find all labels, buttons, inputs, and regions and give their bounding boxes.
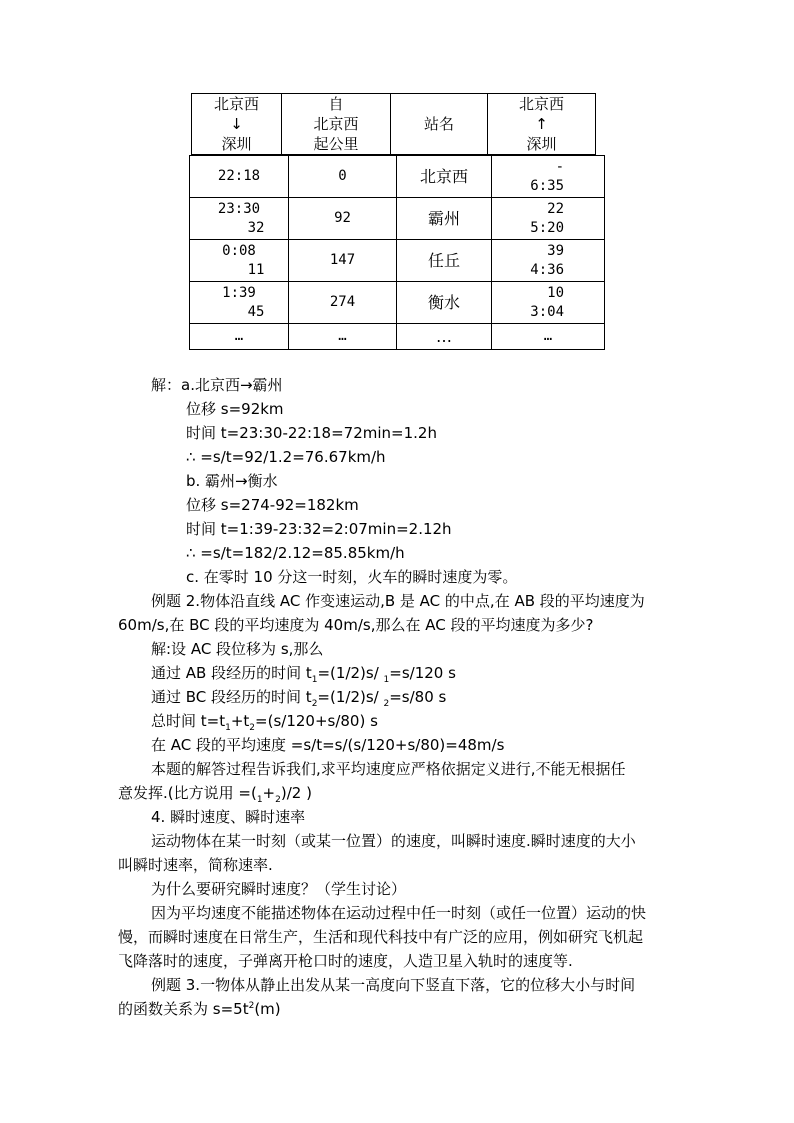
header-station: 站名 (391, 94, 488, 155)
example2-solution-intro: 解:设 AC 段位移为 s,那么 (151, 640, 324, 658)
solution-displacement-b: 位移 s=274-92=182km (186, 496, 359, 514)
down-time-cell: … (190, 324, 289, 350)
example2-question-line2: 60m/s,在 BC 段的平均速度为 40m/s,那么在 AC 段的平均速度为多少? (118, 616, 594, 634)
header-distance: 自 北京西 起公里 (282, 94, 391, 155)
section4-title: 4. 瞬时速度、瞬时速率 (151, 808, 306, 826)
up-time-cell: 10 3:04 (492, 282, 605, 324)
solution-time-b: 时间 t=1:39-23:32=2:07min=2.12h (186, 520, 452, 538)
example2-time-bc: 通过 BC 段经历的时间 $t_2=(1/2)s/$ $_2$=s/80 s (151, 688, 447, 709)
section4-answer-line1: 因为平均速度不能描述物体在运动过程中任一时刻（或任一位置）运动的快 (151, 904, 647, 922)
distance-cell: … (289, 324, 397, 350)
distance-cell: 274 (289, 282, 397, 324)
distance-cell: 92 (289, 198, 397, 240)
example3-line1: 例题 3.一物体从静止出发从某一高度向下竖直下落，它的位移大小与时间 (151, 976, 636, 994)
example2-total-time: 总时间 $t=t_1+t_2=(s/120+s/80)$ s (151, 712, 378, 733)
down-time-cell: 23:30 32 (190, 198, 289, 240)
distance-cell: 0 (289, 156, 397, 198)
example2-note-line2: 意发挥.(比方说用 $=(_1+_2)/2$ ) (118, 784, 312, 805)
section4-definition-line2: 叫瞬时速率，简称速率. (118, 856, 273, 874)
table-row (190, 240, 605, 282)
table-row (190, 282, 605, 324)
up-time-cell: 22 5:20 (492, 198, 605, 240)
section4-answer-line3: 飞降落时的速度，子弹离开枪口时的速度，人造卫星入轨时的速度等. (118, 952, 573, 970)
solution-speed-b: ∴ =s/t=182/2.12=85.85km/h (186, 544, 405, 562)
up-time-cell: - 6:35 (492, 156, 605, 198)
solution-line-a: 解：a.北京西→霸州 (151, 376, 283, 394)
example2-average-speed: 在 AC 段的平均速度 =s/t=s/(s/120+s/80)=48m/s (151, 736, 505, 754)
table-row (190, 156, 605, 198)
section4-answer-line2: 慢，而瞬时速度在日常生产，生活和现代科技中有广泛的应用，例如研究飞机起 (118, 928, 644, 946)
solution-line-b: b. 霸州→衡水 (186, 472, 278, 490)
solution-displacement-a: 位移 s=92km (186, 400, 284, 418)
station-cell: … (397, 324, 492, 350)
timetable-body (189, 155, 605, 350)
station-cell: 北京西 (397, 156, 492, 198)
table-row (190, 324, 605, 350)
header-down-direction: 北京西 ↓ 深圳 (192, 94, 282, 155)
section4-definition-line1: 运动物体在某一时刻（或某一位置）的速度，叫瞬时速度.瞬时速度的大小 (151, 832, 636, 850)
table-row (190, 198, 605, 240)
down-time-cell: 0:08 11 (190, 240, 289, 282)
example2-question-line1: 例题 2.物体沿直线 AC 作变速运动,B 是 AC 的中点,在 AB 段的平均速度为 (151, 592, 645, 610)
example2-note-line1: 本题的解答过程告诉我们,求平均速度应严格依据定义进行,不能无根据任 (151, 760, 626, 778)
up-time-cell: … (492, 324, 605, 350)
example3-line2: 的函数关系为 $s=5t^2(m)$ (118, 1000, 281, 1018)
distance-cell: 147 (289, 240, 397, 282)
example2-time-ab: 通过 AB 段经历的时间 $t_1=(1/2)s/$ $_1$=s/120 s (151, 664, 456, 685)
timetable-header (191, 93, 596, 155)
station-cell: 任丘 (397, 240, 492, 282)
solution-time-a: 时间 t=23:30-22:18=72min=1.2h (186, 424, 437, 442)
up-time-cell: 39 4:36 (492, 240, 605, 282)
station-cell: 霸州 (397, 198, 492, 240)
station-cell: 衡水 (397, 282, 492, 324)
section4-question: 为什么要研究瞬时速度？（学生讨论） (151, 880, 407, 898)
down-time-cell: 1:39 45 (190, 282, 289, 324)
solution-line-c: c. 在零时 10 分这一时刻，火车的瞬时速度为零。 (186, 568, 518, 586)
header-up-direction: 北京西 ↑ 深圳 (488, 94, 596, 155)
down-time-cell: 22:18 (190, 156, 289, 198)
solution-speed-a: ∴ =s/t=92/1.2=76.67km/h (186, 448, 386, 466)
